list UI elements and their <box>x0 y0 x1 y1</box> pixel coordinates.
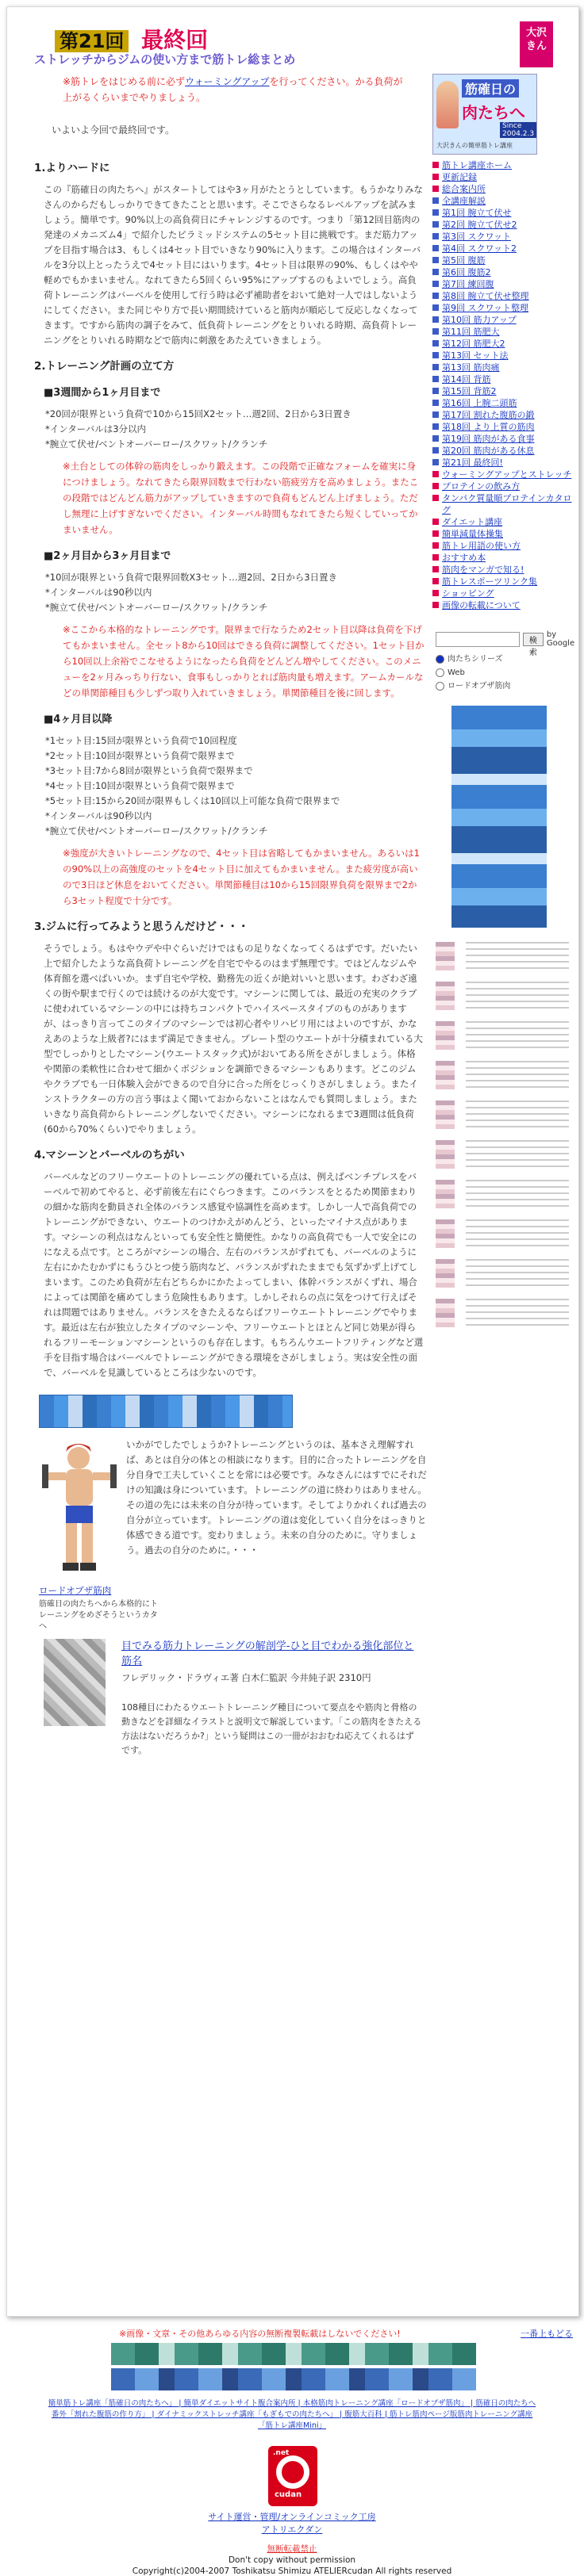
thumb-row[interactable] <box>436 1299 569 1330</box>
sidebar-nav-link[interactable]: 更新記録 <box>442 172 477 182</box>
cudan-label: cudan <box>275 2490 302 2499</box>
back-to-top-link[interactable]: 一番上もどる <box>521 2329 573 2339</box>
book-recommendation <box>39 1639 425 1758</box>
sidebar-nav-item[interactable] <box>432 255 578 266</box>
list-item: *4セット目:10回が限界という負荷で限界まで <box>45 780 235 791</box>
page-subtitle: ストレッチからジムの使い方まで筋トレ総まとめ <box>34 52 296 67</box>
sidebar-nav-link[interactable]: 筋肉をマンガで知る! <box>442 565 524 575</box>
no-copy-en: Don't copy without permission <box>228 2555 356 2565</box>
sidebar-nav-link[interactable]: 第15回 背筋2 <box>442 386 497 396</box>
thumb-text <box>466 982 569 1010</box>
thumb-image <box>436 1219 455 1248</box>
search-input[interactable] <box>436 632 520 647</box>
sidebar-nav-item[interactable] <box>432 290 578 302</box>
nav-bullet-icon <box>432 197 439 204</box>
search-button[interactable]: 検索 <box>523 633 544 646</box>
sidebar-nav-link[interactable]: 筋トレ講座ホーム <box>442 160 512 170</box>
section-4-paragraph: バーベルなどのフリーウエートのトレーニングの優れている点は、例えばベンチプレスをバーベルで初めてやると、必ず前後左右にぐらつきます。このバランスをとるため関節まわりの細かな筋肉を動員され全体のバランス感覚や協調性を高めます。しかし一人で高負荷でのトレーニングができない、ウエートのつけかえがめんどう、といったマイナス点があります。マシーンの利点はなんといっても安全性と簡便性。かなりの高負荷でも一人で安全にのになえる点です。ところがマシーンの場合、左右のバランスがずれても、バーベルのように左右にかたむかずにもうひとつ使う筋肉など、バランスがずれたままでも気ずかず上げてしまいます。このため負荷が左右どちらかにかたよってしまい、体幹バランスがくずれ、場合によっては関節を痛めてしまう危険性もあります。しかしそれらの点に気をつけて行えばそれは問題ではありません。バランスをきたえるならばフリーウエートトレーニングでやります。最近は左右が独立したタイプのマシーンや、フリーウエートとほとんど同じ効果が得られるフリーモーションマシーンというのも存在します。もちろんウエートフリティングなど選手を目指す場合はバーベルでトレーニングができる環境をさがしましょう。実は安全性の面で、バーベルを見識しているところは少ないのです。 <box>44 1171 424 1378</box>
sidebar-nav-link[interactable]: 第13回 セット法 <box>442 350 509 361</box>
author-badge: 大沢 きん <box>520 21 553 67</box>
sidebar-nav-item[interactable] <box>432 350 578 362</box>
sidebar-nav-item[interactable] <box>432 171 578 183</box>
phase-1-note: ※土台としての体幹の筋肉をしっかり鍛えます。この段階で正確なフォームを確実に身につけましょう。なれてきたら限界回数まで行わない筋疲労方を高めましょう。またこの段階ではどんどん筋力がアップしていきますので負荷もどんどん上げましょう。ただし無理に上げすぎないでください。インターバル時間もなれてきたら短くしていってかまいません。 <box>63 461 419 535</box>
sidebar-nav-link[interactable]: 第11回 筋肥大 <box>442 327 500 337</box>
sidebar-nav-link[interactable]: おすすめ本 <box>442 553 486 563</box>
section-heading-3: 3.ジムに行ってみようと思うんだけど・・・ <box>34 921 249 933</box>
thumb-text <box>466 1259 569 1288</box>
radio-option[interactable] <box>436 653 578 666</box>
sidebar-nav-item[interactable] <box>432 195 578 207</box>
sidebar-nav-item[interactable] <box>432 480 578 492</box>
cudan-logo[interactable] <box>268 2446 317 2506</box>
nav-bullet-icon <box>432 221 439 228</box>
sidebar-nav-item[interactable] <box>432 385 578 397</box>
nav-bullet-icon <box>432 435 439 442</box>
phase-2-list <box>45 570 425 615</box>
list-item: *腕立て伏せ/ベントオーバーロー/スクワット/クランチ <box>45 825 268 836</box>
sidebar-nav-item[interactable] <box>432 492 578 516</box>
list-item: *10回が限界という負荷で限界回数X3セット…週2回、2日から3日置き <box>45 572 338 583</box>
thumb-row[interactable] <box>436 1100 569 1132</box>
sidebar-nav-link[interactable]: 第4回 スクワット2 <box>442 243 517 254</box>
thumb-text <box>466 1061 569 1089</box>
nav-bullet-icon <box>432 340 439 346</box>
sidebar-nav-item[interactable] <box>432 433 578 445</box>
sidebar-nav-item[interactable] <box>432 183 578 195</box>
sidebar-nav-item[interactable] <box>432 564 578 576</box>
thumb-row[interactable] <box>436 1180 569 1211</box>
intro-text: いよいよ今回で最終回です。 <box>52 124 175 136</box>
phase-2-heading: ■2ヶ月目から3ヶ月目まで <box>44 550 171 562</box>
nav-bullet-icon <box>432 304 439 311</box>
sidebar-nav-link[interactable]: 第5回 腹筋 <box>442 255 486 266</box>
sidebar-nav-item[interactable] <box>432 326 578 338</box>
site-logo[interactable] <box>432 74 537 155</box>
radio-icon <box>436 682 444 691</box>
sidebar-nav-link[interactable]: 第2回 腕立て伏せ2 <box>442 220 517 230</box>
thumb-image <box>436 1180 455 1208</box>
sidebar-nav <box>432 159 578 611</box>
thumb-row[interactable] <box>436 1140 569 1172</box>
warning-text-pre: ※筋トレをはじめる前に必ず <box>63 76 186 87</box>
sidebar <box>428 74 578 1338</box>
sidebar-nav-link[interactable]: 第17回 割れた腹筋の鍛 <box>442 410 535 420</box>
thumb-image <box>436 1021 455 1050</box>
radio-selected-icon <box>436 655 444 664</box>
sidebar-nav-link[interactable]: ウォーミングアップとストレッチ <box>442 469 572 480</box>
mascot-icon <box>436 81 459 128</box>
thumb-image <box>436 982 455 1010</box>
ad-banner[interactable] <box>39 1395 293 1428</box>
sidebar-nav-link[interactable]: 第9回 スクワット整理 <box>442 303 528 313</box>
thumb-row[interactable] <box>436 1061 569 1093</box>
sidebar-nav-item[interactable] <box>432 445 578 457</box>
sidebar-nav-link[interactable]: 画像の転載について <box>442 600 521 611</box>
thumb-image <box>436 1259 455 1288</box>
nav-bullet-icon <box>432 400 439 406</box>
thumb-row[interactable] <box>436 1219 569 1251</box>
episode-number: 第21回 <box>55 30 129 52</box>
list-item: *インターバルは3分以内 <box>45 423 147 434</box>
sidebar-nav-item[interactable] <box>432 540 578 552</box>
nav-bullet-icon <box>432 447 439 454</box>
sidebar-nav-item[interactable] <box>432 338 578 350</box>
list-item: *5セット目:15から20回が限界もしくは10回以上可能な負荷で限界まで <box>45 795 340 806</box>
list-item: *インターバルは90秒以内 <box>45 587 152 598</box>
footer-banner-2[interactable] <box>111 2368 476 2390</box>
list-item: *腕立て伏せ/ベントオーバーロー/スクワット/クランチ <box>45 438 268 450</box>
nav-bullet-icon <box>432 364 439 370</box>
final-episode-label: 最終回 <box>141 27 209 53</box>
sidebar-nav-link[interactable]: 第19回 筋肉がある食事 <box>442 434 535 444</box>
fighter-illustration <box>42 1441 118 1575</box>
sidebar-nav-link[interactable]: タンパク質量順プロテインカタログ <box>442 493 572 515</box>
sidebar-nav-link[interactable]: 総合案内所 <box>442 184 486 194</box>
nav-bullet-icon <box>432 293 439 299</box>
thumb-image <box>436 1140 455 1169</box>
nav-bullet-icon <box>432 459 439 465</box>
sidebar-nav-link[interactable]: 第1回 腕立て伏せ <box>442 208 512 218</box>
warmup-warning <box>63 74 404 105</box>
footer-links-text[interactable]: 簡単筋トレ講座「筋確日の肉たちへ」 | 簡単ダイエットサイト腹合案内所 | 本格筋肉トレーニング講座「ロードオブザ筋肉」 | 筋確日の肉たちへ番外「割れた腹筋の作り方」 | ダイナミックストレッチ講座「もぎもでの肉たちへ」 | 腹筋大百科 | 筋トレ筋肉ページ版筋肉トレーニング講座「筋トレ講座Mini」 <box>48 2399 536 2430</box>
copyright: Copyright(c)2004-2007 Toshikatsu Shimizu ATELIERcudan All rights reserved <box>132 2566 452 2576</box>
nav-bullet-icon <box>432 602 439 608</box>
sidebar-nav-item[interactable] <box>432 362 578 373</box>
book-description: 108種目にわたるウエートトレーニング種目について要点をや筋肉と骨格の動きなどを詳細なイラストと説明文で解説しています。「この筋肉をきたえる方法はないだろうか?」という疑問はこの一冊がおおむね応えてくれるはずです。 <box>121 1702 422 1755</box>
nav-bullet-icon <box>432 578 439 584</box>
sidebar-nav-link[interactable]: 第10回 筋力アップ <box>442 315 517 325</box>
sidebar-nav-link[interactable]: ショッピング <box>442 588 494 599</box>
site-ops-link[interactable]: サイト運営・管理/オンラインコミック工房 <box>208 2512 376 2522</box>
section-1-paragraph: この『筋確日の肉たちへ』がスタートしてはや3ヶ月がたとうとしています。もうかなりみなさんのからだもしっかりできてきたことと思います。そこでさらなるレベルアップを試みましょう。簡単です。90%以上の高負荷日にチャレンジするのです。つまり「第12回目筋肉の発達のメカニズム4」で紹介したピラミッドシステムの5セット目に挑戦です。まだ筋力アップを目指す場合は3、もしくは4セット目でいきなり90%に入ります。この場合はインターバルを3分以上とったうえで4セット目にはいります。4セット目は限界の90%、もしくはやや軽めでもかまいません。なれてきたら5回くらい95%にアップするのもよいでしょう。高負荷トレーニングはバーベルを使用して行う時は必ず補助者をおいて絶対一人ではしないようにしてください。また同じやり方で長い期間続けていると筋肉が順応して反応しなくなってきます。ですから筋肉の調子をみて、低負荷トレーニングをとりいれる時期、高負荷トレーニングをとりいれる時期などで筋肉に刺激をあたえていきましょう。 <box>44 184 423 346</box>
section-heading-2: 2.トレーニング計画の立て方 <box>34 360 175 373</box>
section-heading-4: 4.マシーンとバーベルのちがい <box>34 1149 185 1162</box>
sidebar-nav-link[interactable]: 筋トレ用語の使い方 <box>442 541 521 551</box>
thumb-image <box>436 942 455 970</box>
nav-bullet-icon <box>432 495 439 501</box>
sidebar-nav-link[interactable]: 第21回 最終回! <box>442 457 503 468</box>
thumb-text <box>466 942 569 970</box>
section-heading-1: 1.よりハードに <box>34 162 110 174</box>
radio-icon <box>436 668 444 677</box>
list-item: *20回が限界という負荷で10から15回X2セット…週2回、2日から3日置き <box>45 408 352 419</box>
search-box <box>436 630 578 657</box>
nav-bullet-icon <box>432 376 439 382</box>
section-3-paragraph: そうでしょう。もはやウデや中ぐらいだけではもの足りなくなってくるはずです。だいたい上で紹介したような高負荷トレーニングを自宅でやるのはまず無理です。ではどんなジムや体育館を選べばいいか。まず自宅や学校、勤務先の近くが絶対いいと思います。わざわざ遠くの街や駅まで行くのでは続けるのが大変です。マシーンに関しては、最近の充実のクラブに使われているマシーンの中には持ちコンパクトでハイスペースタイプのものがありますが、はっきり言ってこのタイプのマシーンでは初心者やリハビリ用にはよいのですが、かなえあのような上級者?にはまず満足できません。プレート型のウエートが十分積まれている大型でしっかりとしたマシーン(ウエートスタック式)がおいてある所をさがしましょう。体格や関節の柔軟性に合わせて細かくポジションを調節できるマシーンもあります。どこのジムやクラブでも一日体験入会ができるので自分に合った所をじっくりさがしましょう。またインストラクターの方の言う事はよく聞いておからないことはなんでも質問しましょう。またいきなり高負荷からトレーニングしないでください。マシーンになれるまで3週間は低負荷(60から70%くらい)でやりましょう。 <box>44 943 423 1135</box>
thumb-text <box>466 1180 569 1208</box>
sidebar-nav-link[interactable]: 筋トレスポーツリンク集 <box>442 576 538 587</box>
sidebar-nav-item[interactable] <box>432 469 578 480</box>
book-meta: フレデリック・ドラヴィエ著 白木仁監訳 今井純子訳 2310円 <box>121 1672 371 1683</box>
nav-bullet-icon <box>432 269 439 275</box>
nav-bullet-icon <box>432 316 439 323</box>
sidebar-nav-item[interactable] <box>432 302 578 314</box>
sidebar-nav-item[interactable] <box>432 314 578 326</box>
footer-links[interactable] <box>48 2398 536 2432</box>
nav-bullet-icon <box>432 483 439 489</box>
phase-1-heading: ■3週間から1ヶ月目まで <box>44 387 161 399</box>
nav-bullet-icon <box>432 174 439 180</box>
nav-bullet-icon <box>432 245 439 251</box>
closing-paragraph: いかがでしたでしょうか?トレーニングというのは、基本さえ理解すれば、あとは自分の体との相談になります。目的に合ったトレーニングを自分自身で工夫していくことを常には必要です。みなさんにはすでにそれだけの知識は身についています。トレーニングの道に終わりはありません。その道の先には未来の自分が待っています。そしてよりかれくれば過去の自分が立っています。トレーニングの道は変化していく自分をはっきりと体感できる道です。変わりましょう。未来の自分のために。守りましょう。過去の自分のために。・・・ <box>126 1439 427 1556</box>
sidebar-nav-link[interactable]: プロテインの飲み方 <box>442 481 521 492</box>
thumb-row[interactable] <box>436 982 569 1013</box>
list-item: *1セット目:15回が限界という負荷で10回程度 <box>45 735 237 746</box>
phase-2-note: ※ここから本格的なトレーニングです。限界まで行なうため2セット目以降は負荷を下げてもかまいません。全セット8から10回はできる負荷に調整してください。1セット目から10回以上余裕でこなせるようになったら負荷をどんどん増やしてください。このメニューを2ヶ月みっちり行ない、食事もしっかりとれば筋肉量も増えます。アームカールなどの単関節種目も少しずつ取り入れていきましょう。単関節種目を後に回します。 <box>63 624 425 699</box>
nav-bullet-icon <box>432 423 439 430</box>
no-copy-jp: 無断転載禁止 <box>267 2544 317 2554</box>
radio-option[interactable] <box>436 679 578 693</box>
sidebar-nav-item[interactable] <box>432 516 578 528</box>
warning-text-post: を行ってください。かる負荷が上がるくらいまでやりましょう。 <box>63 76 403 103</box>
sidebar-nav-item[interactable] <box>432 159 578 171</box>
sidebar-nav-item[interactable] <box>432 457 578 469</box>
sidebar-nav-item[interactable] <box>432 576 578 588</box>
nav-bullet-icon <box>432 566 439 572</box>
list-item: *インターバルは90秒以内 <box>45 810 152 821</box>
thumb-text <box>466 1021 569 1050</box>
nav-bullet-icon <box>432 590 439 596</box>
book-cover-image[interactable] <box>44 1639 106 1726</box>
nav-bullet-icon <box>432 411 439 418</box>
nav-bullet-icon <box>432 519 439 525</box>
nav-bullet-icon <box>432 233 439 239</box>
sidebar-ad[interactable] <box>451 706 547 928</box>
radio-label: Web <box>448 668 465 677</box>
thumb-image <box>436 1299 455 1327</box>
sidebar-nav-item[interactable] <box>432 231 578 243</box>
sidebar-nav-item[interactable] <box>432 243 578 255</box>
search-scope <box>436 653 578 693</box>
atelier-link[interactable]: アトリエクダン <box>261 2524 323 2535</box>
logo-since: Since 2004.2.3 <box>500 122 536 138</box>
nav-bullet-icon <box>432 471 439 477</box>
google-label: by Google <box>546 630 575 648</box>
sidebar-nav-link[interactable]: 第8回 腕立て伏せ整理 <box>442 291 529 301</box>
thumb-row[interactable] <box>436 942 569 974</box>
lord-of-muscle-caption: 筋確日の肉たちへから本格的にトレーニングをめざそうというカタへ <box>39 1600 158 1631</box>
sidebar-nav-link[interactable]: 第14回 背筋 <box>442 374 491 385</box>
sidebar-nav-item[interactable] <box>432 409 578 421</box>
thumb-row[interactable] <box>436 1021 569 1053</box>
nav-bullet-icon <box>432 209 439 216</box>
nav-bullet-icon <box>432 186 439 192</box>
sidebar-nav-link[interactable]: 第6回 腹筋2 <box>442 267 491 278</box>
nav-bullet-icon <box>432 352 439 358</box>
logo-caption: 大沢きんの簡単筋トレ講座 <box>436 142 513 149</box>
site-operator <box>0 2511 584 2536</box>
sidebar-nav-item[interactable] <box>432 552 578 564</box>
cudan-net-label: .net <box>273 2449 290 2457</box>
sidebar-nav-item[interactable] <box>432 266 578 278</box>
nav-bullet-icon <box>432 530 439 537</box>
phase-3-note: ※強度が大きいトレーニングなので、4セット目は省略してもかまいません。あるいは1の90%以上の高強度のセットを4セット目に加えてもかまいません。また疲労度が高いので3日ほど休息をおいてください。単関節種目は10から15回限界負荷を限界まで2から3セット程度で十分です。 <box>63 848 420 906</box>
list-item: *腕立て伏せ/ベントオーバーロー/スクワット/クランチ <box>45 602 268 613</box>
logo-line-1: 筋確日の <box>462 79 519 98</box>
sidebar-nav-item[interactable] <box>432 207 578 219</box>
radio-label: 肉たちシリーズ <box>448 655 503 664</box>
sidebar-nav-link[interactable]: 第18回 より上質の筋肉 <box>442 422 535 432</box>
closing-block <box>39 1437 427 1631</box>
sidebar-nav-item[interactable] <box>432 373 578 385</box>
thumb-image <box>436 1061 455 1089</box>
sidebar-nav-item[interactable] <box>432 397 578 409</box>
sidebar-nav-item[interactable] <box>432 528 578 540</box>
logo-line-2: 肉たちへ <box>462 103 525 122</box>
thumb-text <box>466 1140 569 1169</box>
product-thumbnails <box>436 942 569 1330</box>
sidebar-nav-item[interactable] <box>432 278 578 290</box>
nav-bullet-icon <box>432 554 439 561</box>
sidebar-nav-link[interactable]: ダイエット講座 <box>442 517 503 527</box>
thumb-image <box>436 1100 455 1129</box>
sidebar-nav-link[interactable]: 簡単減量体操集 <box>442 529 503 539</box>
nav-bullet-icon <box>432 328 439 335</box>
nav-bullet-icon <box>432 542 439 549</box>
sidebar-nav-link[interactable]: 全講座解説 <box>442 196 486 206</box>
nav-bullet-icon <box>432 257 439 263</box>
article-body <box>34 150 425 1758</box>
footer-banner-1[interactable] <box>111 2343 476 2365</box>
cudan-c-icon <box>276 2455 309 2489</box>
radio-label: ロードオブザ筋肉 <box>448 682 511 691</box>
copy-warning: ※画像・文章・その他あらゆる内容の無断複製転載はしないでください! <box>119 2329 401 2339</box>
sidebar-nav-link[interactable]: 第3回 スクワット <box>442 232 511 242</box>
sidebar-nav-link[interactable]: 第12回 筋肥大2 <box>442 339 505 349</box>
sidebar-nav-item[interactable] <box>432 599 578 611</box>
book-title-link[interactable]: 目でみる筋力トレーニングの解剖学-ひと目でわかる強化部位と筋名 <box>121 1640 414 1667</box>
lord-of-muscle-link[interactable]: ロードオブザ筋肉 <box>39 1585 112 1596</box>
page-title <box>55 23 208 55</box>
thumb-text <box>466 1219 569 1248</box>
sidebar-nav-item[interactable] <box>432 588 578 599</box>
warmup-link[interactable]: ウォーミングアップ <box>185 76 270 87</box>
nav-bullet-icon <box>432 281 439 287</box>
phase-3-list <box>45 733 425 839</box>
phase-1-list <box>45 407 425 452</box>
list-item: *3セット目:7から8回が限界という負荷で限界まで <box>45 765 253 776</box>
nav-bullet-icon <box>432 162 439 168</box>
thumb-text <box>466 1299 569 1327</box>
radio-option[interactable] <box>436 666 578 679</box>
thumb-text <box>466 1100 569 1129</box>
sidebar-nav-link[interactable]: 第7回 練回腹 <box>442 279 494 289</box>
page-container <box>6 6 579 2317</box>
sidebar-nav-item[interactable] <box>432 421 578 433</box>
sidebar-nav-link[interactable]: 第13回 筋肉痛 <box>442 362 500 373</box>
nav-bullet-icon <box>432 388 439 394</box>
sidebar-nav-item[interactable] <box>432 219 578 231</box>
sidebar-nav-link[interactable]: 第20回 筋肉がある休息 <box>442 446 535 456</box>
thumb-row[interactable] <box>436 1259 569 1291</box>
list-item: *2セット目:10回が限界という負荷で限界まで <box>45 750 235 761</box>
sidebar-nav-link[interactable]: 第16回 上腕二頭筋 <box>442 398 517 408</box>
phase-3-heading: ■4ヶ月目以降 <box>44 714 113 725</box>
